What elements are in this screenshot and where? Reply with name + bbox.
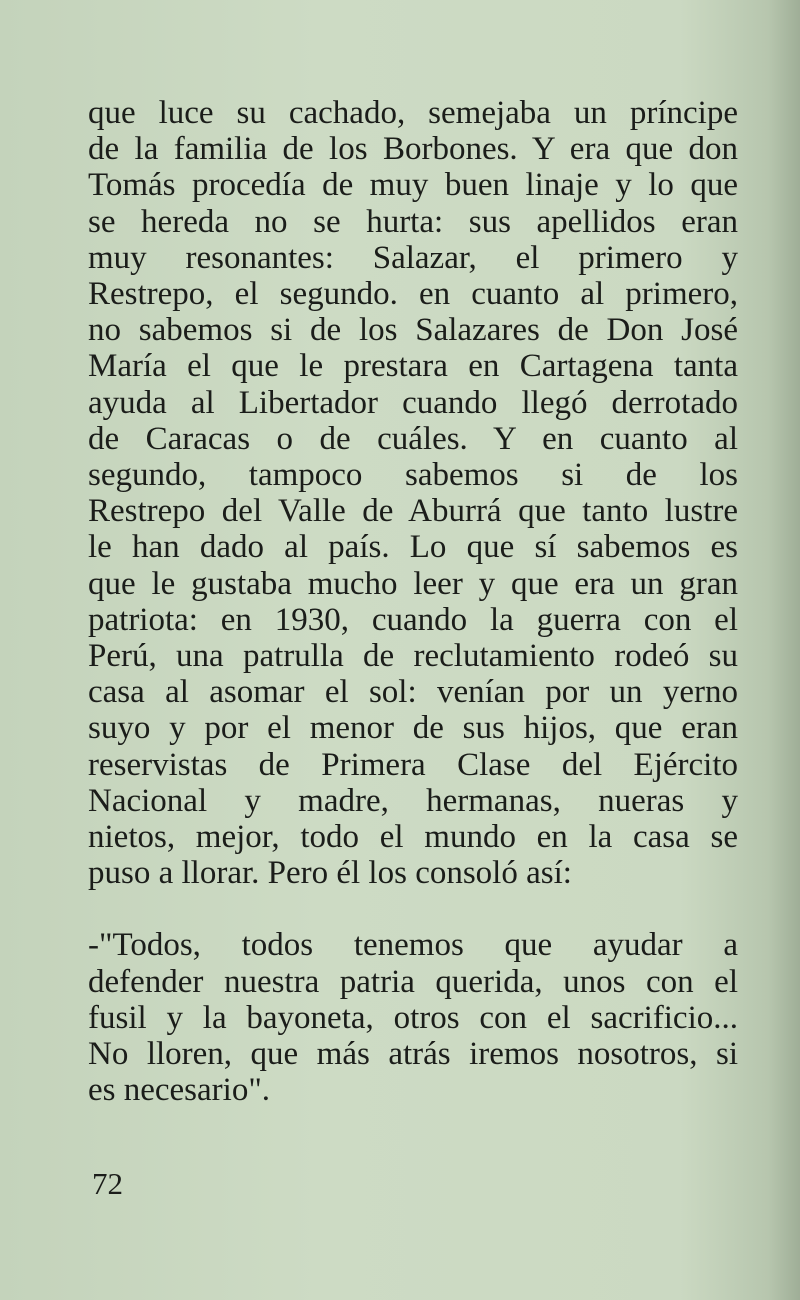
text-line: de la familia de los Borbones. Y era que don xyxy=(88,131,738,168)
text-line: defender nuestra patria querida, unos con el xyxy=(88,963,738,1000)
text-line: suyo y por el menor de sus hijos, que eran xyxy=(88,710,738,747)
text-line: Perú, una patrulla de reclutamiento rodeó su xyxy=(88,638,738,675)
text-line: muy resonantes: Salazar, el primero y xyxy=(88,239,738,276)
text-line: Restrepo del Valle de Aburrá que tanto lustre xyxy=(88,493,738,530)
text-line: puso a llorar. Pero él los consoló así: xyxy=(88,855,572,892)
text-line: de Caracas o de cuáles. Y en cuanto al xyxy=(88,420,738,457)
text-line: patriota: en 1930, cuando la guerra con el xyxy=(88,601,738,638)
text-line: segundo, tampoco sabemos si de los xyxy=(88,457,738,494)
text-line: es necesario". xyxy=(88,1072,271,1109)
text-line: -"Todos, todos tenemos que ayudar a xyxy=(88,927,738,964)
text-line: Restrepo, el segundo. en cuanto al primero, xyxy=(88,276,738,313)
paragraph-1 xyxy=(88,95,738,891)
text-line: Tomás procedía de muy buen linaje y lo que xyxy=(88,167,738,204)
text-line: casa al asomar el sol: venían por un yerno xyxy=(88,674,738,711)
text-line: que luce su cachado, semejaba un príncipe xyxy=(88,95,738,131)
body-text xyxy=(88,95,738,1108)
paragraph-spacer xyxy=(88,891,738,927)
page-number: 72 xyxy=(92,1166,123,1201)
text-line: nietos, mejor, todo el mundo en la casa se xyxy=(88,819,738,856)
text-line: fusil y la bayoneta, otros con el sacrificio... xyxy=(88,999,738,1036)
text-line: le han dado al país. Lo que sí sabemos es xyxy=(88,529,738,566)
text-line: que le gustaba mucho leer y que era un gran xyxy=(88,565,738,602)
text-line: No lloren, que más atrás iremos nosotros, si xyxy=(88,1036,738,1073)
text-line: ayuda al Libertador cuando llegó derrotado xyxy=(88,384,738,421)
paragraph-2 xyxy=(88,927,738,1108)
text-line: Nacional y madre, hermanas, nueras y xyxy=(88,782,738,819)
text-line: reservistas de Primera Clase del Ejército xyxy=(88,746,738,783)
text-line: María el que le prestara en Cartagena tanta xyxy=(88,348,738,385)
text-line: no sabemos si de los Salazares de Don José xyxy=(88,312,738,349)
text-line: se hereda no se hurta: sus apellidos eran xyxy=(88,203,738,240)
